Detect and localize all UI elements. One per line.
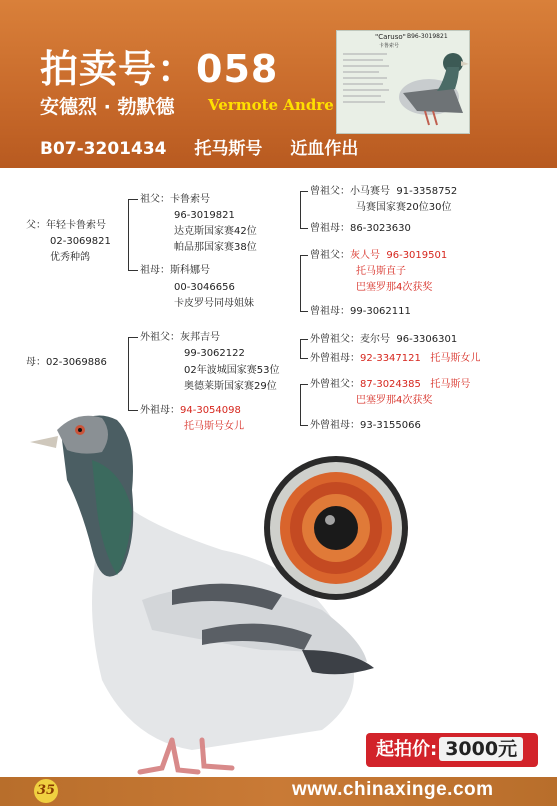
sire-label: 父： [26, 220, 46, 231]
connector-line [300, 191, 308, 192]
maternal-grandsire-ring: 99-3062122 [184, 348, 245, 359]
maternal-grandsire-result: 奥德莱斯国家赛29位 [184, 381, 277, 392]
website-url: www.chinaxinge.com [292, 779, 494, 800]
gg-note: 托马斯直子 [356, 266, 406, 277]
grandsire-result: 帕品那国家赛38位 [174, 242, 257, 253]
great-granddam-4 [310, 305, 411, 318]
connector-line [300, 191, 301, 229]
grandsire-label: 祖父： [140, 194, 170, 205]
maternal-grandsire-name: 灰邦吉号 [180, 332, 220, 343]
price-label: 起拍价: [376, 739, 438, 760]
gg-name: 麦尔号 [360, 334, 390, 345]
gg-label: 曾祖父： [310, 250, 350, 261]
connector-line [300, 255, 308, 256]
granddam-name: 斯科娜号 [170, 265, 210, 276]
gg-label: 曾祖父： [310, 186, 350, 197]
granddam-note: 卡皮罗号同母姐妹 [174, 298, 254, 309]
maternal-granddam-note: 托马斯号女儿 [184, 421, 244, 432]
gg-ring: 92-3347121 [360, 353, 421, 364]
gg-note: 托马斯女儿 [430, 353, 481, 364]
maternal-granddam-ring: 94-3054098 [180, 405, 241, 416]
gg-label: 外曾祖父： [310, 379, 360, 390]
starting-price-badge [366, 733, 538, 767]
eye-closeup-icon [262, 454, 410, 602]
gg-label: 曾祖母： [310, 223, 350, 234]
gg-ring: 86-3023630 [350, 223, 411, 234]
connector-line [300, 339, 308, 340]
lot-number: 拍卖号：058 [40, 47, 279, 91]
thumbnail-subtitle: 卡鲁索号 [379, 43, 400, 49]
maternal-granddam-label: 外祖母： [140, 405, 180, 416]
ancestor-photo [336, 30, 470, 134]
connector-line [300, 358, 308, 359]
connector-line [300, 255, 301, 312]
granddam-entry [140, 264, 210, 277]
great-grandsire-1 [310, 185, 457, 198]
granddam-ring: 00-3046656 [174, 282, 235, 293]
connector-line [128, 337, 138, 338]
dam-entry [26, 356, 107, 369]
connector-line [300, 228, 308, 229]
ring-line [40, 134, 380, 159]
breeder-name-cn: 安德烈 · 勃默德 [40, 96, 175, 118]
great-grandsire-3 [310, 249, 447, 262]
page-number: 35 [34, 779, 58, 803]
connector-line [128, 199, 129, 271]
grandsire-name: 卡鲁索号 [170, 194, 210, 205]
connector-line [128, 199, 138, 200]
ring-number: B07-3201434 [40, 139, 167, 159]
gg-ring: 96-3019501 [386, 250, 448, 261]
sire-note: 优秀种鸽 [50, 252, 90, 263]
gg-note: 巴塞罗那4次获奖 [356, 282, 433, 293]
sire-ring: 02-3069821 [50, 236, 111, 247]
pigeon-thumbnail-icon [337, 31, 469, 133]
gg-ring: 87-3024385 [360, 379, 421, 390]
connector-line [300, 339, 301, 359]
connector-line [128, 270, 138, 271]
pigeon-name: 托马斯号 [194, 139, 263, 159]
maternal-grandsire-label: 外祖父： [140, 332, 180, 343]
connector-line [300, 384, 308, 385]
breeder-name-en: Vermote Andre [208, 96, 334, 114]
gg-note: 马赛国家赛20位30位 [356, 202, 452, 213]
great-grandsire-7 [310, 378, 470, 391]
thumbnail-ring: B96-3019821 [407, 33, 448, 40]
great-granddam-6 [310, 352, 480, 365]
breeding-note: 近血作出 [290, 139, 359, 159]
gg-name: 灰人号 [350, 250, 380, 261]
grandsire-entry [140, 193, 210, 206]
price-amount: 3000元 [439, 737, 523, 761]
maternal-grandsire-entry [140, 331, 220, 344]
sire-name: 年轻卡鲁索号 [46, 220, 106, 231]
gg-ring: 96-3306301 [396, 334, 458, 345]
gg-label: 曾祖母： [310, 306, 350, 317]
gg-label: 外曾祖父： [310, 334, 360, 345]
dam-label: 母： [26, 357, 46, 368]
gg-name: 托马斯号 [430, 379, 471, 390]
gg-ring: 93-3155066 [360, 420, 421, 431]
gg-name: 小马赛号 [350, 186, 390, 197]
grandsire-result: 达克斯国家赛42位 [174, 226, 257, 237]
gg-label: 外曾祖母： [310, 420, 360, 431]
dam-ring: 02-3069886 [46, 357, 107, 368]
gg-label: 外曾祖母： [310, 353, 360, 364]
gg-note: 巴塞罗那4次获奖 [356, 395, 433, 406]
granddam-label: 祖母： [140, 265, 170, 276]
thumbnail-title: "Caruso" [375, 33, 406, 41]
great-granddam-2 [310, 222, 411, 235]
sire-entry [26, 219, 106, 232]
connector-line [300, 311, 308, 312]
grandsire-ring: 96-3019821 [174, 210, 235, 221]
maternal-grandsire-result: 02年波城国家赛53位 [184, 365, 280, 376]
great-grandsire-5 [310, 333, 457, 346]
gg-ring: 99-3062111 [350, 306, 411, 317]
gg-ring: 91-3358752 [396, 186, 458, 197]
